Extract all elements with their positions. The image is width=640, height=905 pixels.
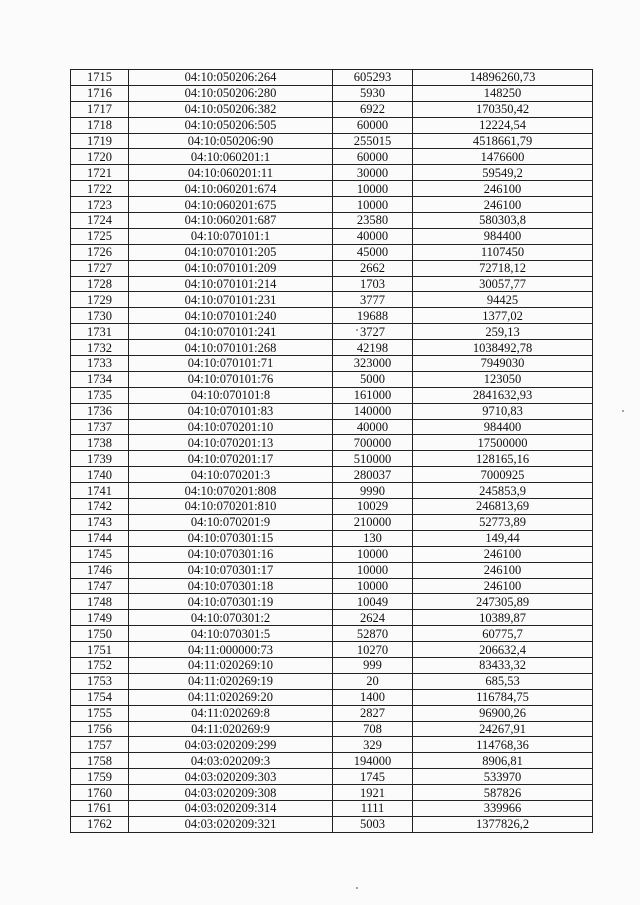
row-number: 1727 <box>71 260 129 276</box>
row-number: 1740 <box>71 467 129 483</box>
cost-value: 12224,54 <box>413 117 593 133</box>
table-row <box>71 451 593 467</box>
cadastral-number: 04:10:070301:5 <box>129 626 333 642</box>
cadastral-number: 04:03:020209:3 <box>129 753 333 769</box>
area-value: 1921 <box>333 785 413 801</box>
area-value: 60000 <box>333 149 413 165</box>
row-number: 1716 <box>71 85 129 101</box>
area-value: 2662 <box>333 260 413 276</box>
row-number: 1749 <box>71 610 129 626</box>
area-value: 999 <box>333 657 413 673</box>
table-row <box>71 85 593 101</box>
cost-value: 587826 <box>413 785 593 801</box>
row-number: 1738 <box>71 435 129 451</box>
area-value: 10049 <box>333 594 413 610</box>
row-number: 1729 <box>71 292 129 308</box>
cadastral-number: 04:10:070301:18 <box>129 578 333 594</box>
cost-value: 83433,32 <box>413 657 593 673</box>
table-row <box>71 467 593 483</box>
area-value: 5000 <box>333 371 413 387</box>
cadastral-number: 04:11:020269:19 <box>129 673 333 689</box>
cost-value: 72718,12 <box>413 260 593 276</box>
table-row <box>71 403 593 419</box>
row-number: 1754 <box>71 689 129 705</box>
row-number: 1733 <box>71 356 129 372</box>
cadastral-number: 04:10:050206:505 <box>129 117 333 133</box>
table-row <box>71 578 593 594</box>
land-parcels-table <box>70 69 593 833</box>
table-row <box>71 705 593 721</box>
cost-value: 10389,87 <box>413 610 593 626</box>
row-number: 1744 <box>71 530 129 546</box>
row-number: 1753 <box>71 673 129 689</box>
table-row <box>71 514 593 530</box>
table-row <box>71 737 593 753</box>
table-row <box>71 419 593 435</box>
cadastral-number: 04:10:060201:675 <box>129 197 333 213</box>
cadastral-number: 04:10:070201:808 <box>129 483 333 499</box>
scan-speck <box>356 329 358 331</box>
row-number: 1717 <box>71 101 129 117</box>
row-number: 1739 <box>71 451 129 467</box>
cost-value: 116784,75 <box>413 689 593 705</box>
cost-value: 96900,26 <box>413 705 593 721</box>
table-row <box>71 260 593 276</box>
row-number: 1720 <box>71 149 129 165</box>
row-number: 1760 <box>71 785 129 801</box>
cadastral-number: 04:10:060201:687 <box>129 213 333 229</box>
cost-value: 123050 <box>413 371 593 387</box>
cost-value: 246100 <box>413 562 593 578</box>
cadastral-number: 04:11:000000:73 <box>129 642 333 658</box>
table-row <box>71 673 593 689</box>
table-row <box>71 435 593 451</box>
cadastral-number: 04:11:020269:8 <box>129 705 333 721</box>
row-number: 1736 <box>71 403 129 419</box>
row-number: 1758 <box>71 753 129 769</box>
cost-value: 246100 <box>413 197 593 213</box>
area-value: 130 <box>333 530 413 546</box>
table-row <box>71 689 593 705</box>
area-value: 10029 <box>333 499 413 515</box>
table-row <box>71 657 593 673</box>
cost-value: 533970 <box>413 769 593 785</box>
cadastral-number: 04:10:050206:382 <box>129 101 333 117</box>
row-number: 1715 <box>71 70 129 86</box>
table-row <box>71 244 593 260</box>
cadastral-number: 04:10:070101:205 <box>129 244 333 260</box>
cadastral-number: 04:10:060201:674 <box>129 181 333 197</box>
cadastral-number: 04:10:070101:240 <box>129 308 333 324</box>
area-value: 19688 <box>333 308 413 324</box>
cost-value: 580303,8 <box>413 213 593 229</box>
row-number: 1759 <box>71 769 129 785</box>
cost-value: 14896260,73 <box>413 70 593 86</box>
cadastral-number: 04:10:050206:264 <box>129 70 333 86</box>
area-value: 10000 <box>333 562 413 578</box>
area-value: 700000 <box>333 435 413 451</box>
row-number: 1723 <box>71 197 129 213</box>
cadastral-number: 04:10:070101:71 <box>129 356 333 372</box>
area-value: 2624 <box>333 610 413 626</box>
cadastral-number: 04:10:070201:3 <box>129 467 333 483</box>
table-row <box>71 356 593 372</box>
table-row <box>71 308 593 324</box>
cadastral-number: 04:03:020209:308 <box>129 785 333 801</box>
row-number: 1761 <box>71 800 129 816</box>
table-row <box>71 197 593 213</box>
cadastral-number: 04:10:070101:209 <box>129 260 333 276</box>
area-value: 30000 <box>333 165 413 181</box>
area-value: 605293 <box>333 70 413 86</box>
table-row <box>71 228 593 244</box>
cost-value: 339966 <box>413 800 593 816</box>
cadastral-number: 04:10:070201:9 <box>129 514 333 530</box>
cost-value: 685,53 <box>413 673 593 689</box>
cadastral-number: 04:10:070101:241 <box>129 324 333 340</box>
cost-value: 247305,89 <box>413 594 593 610</box>
table-row <box>71 133 593 149</box>
cost-value: 246100 <box>413 546 593 562</box>
cost-value: 7000925 <box>413 467 593 483</box>
cost-value: 984400 <box>413 228 593 244</box>
table-row <box>71 149 593 165</box>
row-number: 1748 <box>71 594 129 610</box>
table-row <box>71 594 593 610</box>
row-number: 1757 <box>71 737 129 753</box>
table-row <box>71 324 593 340</box>
cost-value: 128165,16 <box>413 451 593 467</box>
area-value: 1703 <box>333 276 413 292</box>
cadastral-number: 04:11:020269:9 <box>129 721 333 737</box>
area-value: 40000 <box>333 419 413 435</box>
row-number: 1751 <box>71 642 129 658</box>
area-value: 329 <box>333 737 413 753</box>
cost-value: 246813,69 <box>413 499 593 515</box>
scan-speck <box>356 887 358 889</box>
row-number: 1735 <box>71 387 129 403</box>
cost-value: 4518661,79 <box>413 133 593 149</box>
row-number: 1755 <box>71 705 129 721</box>
row-number: 1722 <box>71 181 129 197</box>
cost-value: 1038492,78 <box>413 340 593 356</box>
table-row <box>71 626 593 642</box>
cadastral-number: 04:10:070101:83 <box>129 403 333 419</box>
row-number: 1734 <box>71 371 129 387</box>
table-row <box>71 530 593 546</box>
table-body <box>71 70 593 833</box>
area-value: 5003 <box>333 816 413 832</box>
table-row <box>71 785 593 801</box>
table-row <box>71 340 593 356</box>
row-number: 1737 <box>71 419 129 435</box>
row-number: 1752 <box>71 657 129 673</box>
table-row <box>71 546 593 562</box>
cadastral-number: 04:10:070101:1 <box>129 228 333 244</box>
table-row <box>71 117 593 133</box>
area-value: 2827 <box>333 705 413 721</box>
row-number: 1726 <box>71 244 129 260</box>
cost-value: 246100 <box>413 181 593 197</box>
cost-value: 59549,2 <box>413 165 593 181</box>
area-value: 140000 <box>333 403 413 419</box>
table-row <box>71 165 593 181</box>
cadastral-number: 04:03:020209:303 <box>129 769 333 785</box>
area-value: 6922 <box>333 101 413 117</box>
row-number: 1718 <box>71 117 129 133</box>
area-value: 323000 <box>333 356 413 372</box>
area-value: 5930 <box>333 85 413 101</box>
row-number: 1728 <box>71 276 129 292</box>
cost-value: 1377826,2 <box>413 816 593 832</box>
area-value: 280037 <box>333 467 413 483</box>
cost-value: 60775,7 <box>413 626 593 642</box>
cadastral-number: 04:10:070201:810 <box>129 499 333 515</box>
cadastral-number: 04:11:020269:20 <box>129 689 333 705</box>
cadastral-number: 04:10:070301:19 <box>129 594 333 610</box>
row-number: 1724 <box>71 213 129 229</box>
cost-value: 94425 <box>413 292 593 308</box>
table-row <box>71 642 593 658</box>
cost-value: 7949030 <box>413 356 593 372</box>
cost-value: 206632,4 <box>413 642 593 658</box>
area-value: 52870 <box>333 626 413 642</box>
cadastral-number: 04:10:070201:13 <box>129 435 333 451</box>
cost-value: 170350,42 <box>413 101 593 117</box>
cost-value: 1476600 <box>413 149 593 165</box>
row-number: 1741 <box>71 483 129 499</box>
area-value: 45000 <box>333 244 413 260</box>
row-number: 1762 <box>71 816 129 832</box>
area-value: 40000 <box>333 228 413 244</box>
area-value: 23580 <box>333 213 413 229</box>
table-row <box>71 181 593 197</box>
table-row <box>71 276 593 292</box>
table-row <box>71 753 593 769</box>
area-value: 3777 <box>333 292 413 308</box>
area-value: 1111 <box>333 800 413 816</box>
cost-value: 245853,9 <box>413 483 593 499</box>
area-value: 510000 <box>333 451 413 467</box>
cadastral-number: 04:03:020209:299 <box>129 737 333 753</box>
cadastral-number: 04:03:020209:314 <box>129 800 333 816</box>
cadastral-number: 04:10:070201:17 <box>129 451 333 467</box>
cadastral-number: 04:10:070101:76 <box>129 371 333 387</box>
row-number: 1731 <box>71 324 129 340</box>
cadastral-number: 04:10:050206:280 <box>129 85 333 101</box>
cadastral-number: 04:10:070101:214 <box>129 276 333 292</box>
cadastral-number: 04:10:070201:10 <box>129 419 333 435</box>
table-row <box>71 499 593 515</box>
cadastral-number: 04:10:050206:90 <box>129 133 333 149</box>
cost-value: 1107450 <box>413 244 593 260</box>
row-number: 1756 <box>71 721 129 737</box>
cost-value: 30057,77 <box>413 276 593 292</box>
area-value: 1400 <box>333 689 413 705</box>
cost-value: 52773,89 <box>413 514 593 530</box>
table-row <box>71 816 593 832</box>
cost-value: 984400 <box>413 419 593 435</box>
cost-value: 259,13 <box>413 324 593 340</box>
cadastral-number: 04:11:020269:10 <box>129 657 333 673</box>
table-row <box>71 769 593 785</box>
table-row <box>71 800 593 816</box>
area-value: 10000 <box>333 546 413 562</box>
row-number: 1743 <box>71 514 129 530</box>
area-value: 161000 <box>333 387 413 403</box>
cost-value: 9710,83 <box>413 403 593 419</box>
area-value: 210000 <box>333 514 413 530</box>
area-value: 10000 <box>333 181 413 197</box>
row-number: 1747 <box>71 578 129 594</box>
scan-speck <box>622 410 624 412</box>
cadastral-number: 04:10:070301:16 <box>129 546 333 562</box>
cadastral-number: 04:10:070301:2 <box>129 610 333 626</box>
cost-value: 2841632,93 <box>413 387 593 403</box>
cost-value: 1377,02 <box>413 308 593 324</box>
cadastral-number: 04:10:060201:11 <box>129 165 333 181</box>
row-number: 1719 <box>71 133 129 149</box>
row-number: 1742 <box>71 499 129 515</box>
cost-value: 114768,36 <box>413 737 593 753</box>
area-value: 1745 <box>333 769 413 785</box>
area-value: 60000 <box>333 117 413 133</box>
area-value: 42198 <box>333 340 413 356</box>
table-row <box>71 562 593 578</box>
table-row <box>71 483 593 499</box>
cost-value: 148250 <box>413 85 593 101</box>
cost-value: 24267,91 <box>413 721 593 737</box>
row-number: 1746 <box>71 562 129 578</box>
area-value: 10000 <box>333 197 413 213</box>
area-value: 3727 <box>333 324 413 340</box>
cadastral-number: 04:10:070301:15 <box>129 530 333 546</box>
area-value: 255015 <box>333 133 413 149</box>
area-value: 10270 <box>333 642 413 658</box>
table-row <box>71 70 593 86</box>
row-number: 1721 <box>71 165 129 181</box>
table-row <box>71 213 593 229</box>
row-number: 1730 <box>71 308 129 324</box>
cadastral-number: 04:03:020209:321 <box>129 816 333 832</box>
table-row <box>71 101 593 117</box>
table-row <box>71 610 593 626</box>
area-value: 708 <box>333 721 413 737</box>
row-number: 1745 <box>71 546 129 562</box>
cost-value: 246100 <box>413 578 593 594</box>
cadastral-number: 04:10:070101:231 <box>129 292 333 308</box>
row-number: 1732 <box>71 340 129 356</box>
area-value: 194000 <box>333 753 413 769</box>
row-number: 1725 <box>71 228 129 244</box>
area-value: 10000 <box>333 578 413 594</box>
cadastral-number: 04:10:070101:8 <box>129 387 333 403</box>
table-row <box>71 292 593 308</box>
cadastral-number: 04:10:070301:17 <box>129 562 333 578</box>
cost-value: 17500000 <box>413 435 593 451</box>
area-value: 9990 <box>333 483 413 499</box>
cadastral-number: 04:10:060201:1 <box>129 149 333 165</box>
table-row <box>71 721 593 737</box>
cost-value: 149,44 <box>413 530 593 546</box>
row-number: 1750 <box>71 626 129 642</box>
area-value: 20 <box>333 673 413 689</box>
table-row <box>71 371 593 387</box>
table-row <box>71 387 593 403</box>
cost-value: 8906,81 <box>413 753 593 769</box>
cadastral-number: 04:10:070101:268 <box>129 340 333 356</box>
